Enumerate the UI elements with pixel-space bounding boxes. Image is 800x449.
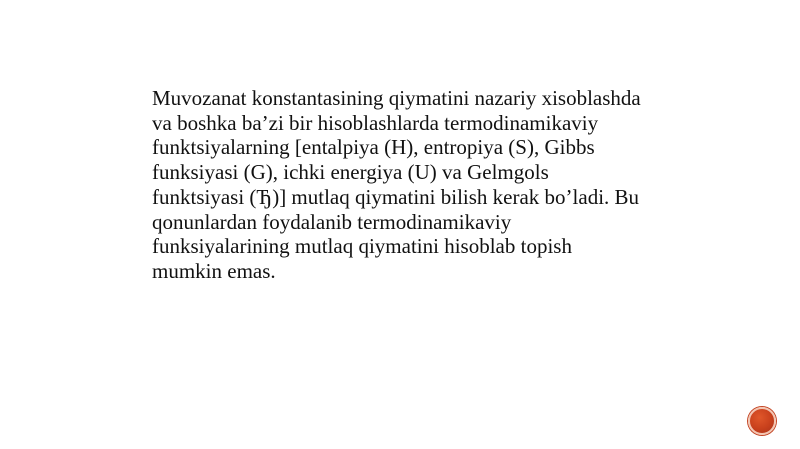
text-line: funktsiyalarning [entalpiya (H), entropiya (S), Gibbs xyxy=(152,135,595,160)
text-line: va boshka ba’zi bir hisoblashlarda termodinamikaviy xyxy=(152,110,599,135)
slide-body-text xyxy=(152,86,732,284)
text-line: funktsiyasi (Ђ)] mutlaq qiymatini bilish kerak bo’ladi. Bu xyxy=(152,184,640,209)
text-line: funksiyasi (G), ichki energiya (U) va Gelmgols xyxy=(152,160,549,185)
text-line: Muvozanat konstantasining qiymatini nazariy xisoblashda xyxy=(152,86,641,110)
text-line: funksiyalarining mutlaq qiymatini hisoblab topish xyxy=(152,234,572,259)
circle-nav-icon[interactable] xyxy=(748,407,776,435)
text-line: qonunlardan foydalanib termodinamikaviy xyxy=(152,209,512,234)
text-line: mumkin emas. xyxy=(152,258,276,283)
